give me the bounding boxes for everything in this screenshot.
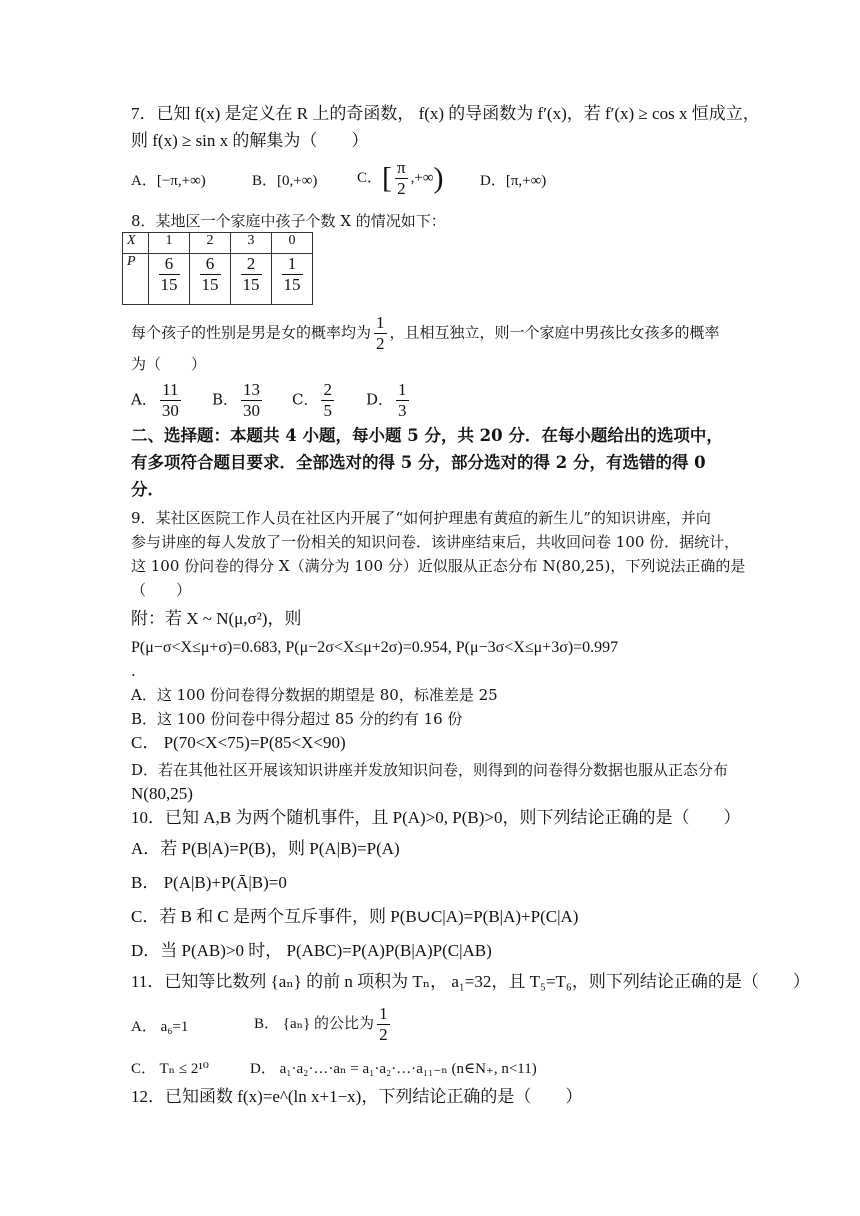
- table-cell: 1: [149, 233, 190, 254]
- q11-stem: 11．已知等比数列 {aₙ} 的前 n 项积为 Tₙ， a₁=32，且 T₅=T₆，则下列结论正确的是（ ）: [131, 972, 810, 991]
- option-label: A．: [131, 390, 157, 409]
- q7-option-c-tail: ,+∞: [410, 169, 434, 186]
- option-den: 30: [161, 401, 179, 420]
- q9-period: .: [131, 662, 136, 680]
- q7-option-b: B．[0,+∞): [252, 173, 318, 189]
- q9-line1: 9．某社区医院工作人员在社区内开展了“如何护理患有黄疸的新生儿”的知识讲座，并向: [131, 509, 711, 527]
- q8-text3: 为（ ）: [131, 355, 207, 373]
- q9-line3: 这 100 份问卷的得分 X（满分为 100 分）近似服从正态分布 N(80,25)，下列说法正确的是: [131, 557, 746, 575]
- q8-frac-den: 2: [376, 334, 385, 353]
- table-frac-num: 2: [241, 254, 262, 275]
- q8-option-c: [292, 380, 337, 421]
- table-head-p: P: [123, 254, 149, 305]
- table-frac-num: 6: [200, 254, 221, 275]
- q11-option-b-den: 2: [379, 1025, 388, 1044]
- q9-option-d-line2: N(80,25): [131, 784, 193, 803]
- q8-distribution-table: [122, 232, 313, 305]
- q7-line2: 则 f(x) ≥ sin x 的解集为（ ）: [131, 131, 369, 150]
- option-label: D．: [366, 390, 394, 409]
- q7-option-c: C．[ $\frac{\pi}{2}$ ,+∞): [357, 158, 444, 198]
- q7-option-a: A．[−π,+∞): [131, 173, 206, 189]
- table-frac-den: 15: [160, 275, 178, 294]
- q7-option-c-denominator: 2: [397, 179, 406, 198]
- q7-line1: 7．已知 f(x) 是定义在 R 上的奇函数， f(x) 的导函数为 f′(x)，若 f′(x) ≥ cos x 恒成立，: [131, 104, 760, 123]
- table-cell: 2: [190, 233, 231, 254]
- q8-option-b: [212, 380, 265, 421]
- table-cell: 0: [272, 233, 313, 254]
- q7-option-c-numerator: π: [397, 158, 406, 177]
- option-den: 5: [323, 401, 332, 420]
- option-label: C．: [292, 390, 319, 409]
- option-num: 1: [398, 380, 407, 399]
- q8-text2: ，且相互独立，则一个家庭中男孩比女孩多的概率: [389, 323, 720, 342]
- q9-probability-formula: P(μ−σ<X≤μ+σ)=0.683, P(μ−2σ<X≤μ+2σ)=0.954, P(μ−3σ<X≤μ+3σ)=0.997: [131, 639, 619, 656]
- q9-appendix: 附：若 X ~ N(μ,σ²)，则: [131, 609, 302, 628]
- section2-heading-line2: 有多项符合题目要求．全部选对的得 5 分，部分选对的得 2 分，有选错的得 0: [131, 453, 706, 472]
- section2-heading-line1: 二、选择题：本题共 4 小题，每小题 5 分，共 20 分．在每小题给出的选项中，: [131, 426, 723, 445]
- q11-option-b-num: 1: [379, 1004, 388, 1023]
- q8-option-d: [366, 380, 412, 421]
- option-label: B．: [212, 390, 239, 409]
- option-den: 30: [243, 401, 261, 420]
- q11-option-d: D． a₁·a₂·…·aₙ = a₁·a₂·…·a₁₁₋ₙ (n∈N₊, n<11): [250, 1061, 537, 1077]
- q9-option-b: B．这 100 份问卷中得分超过 85 分的约有 16 份: [131, 710, 463, 728]
- table-frac-num: 6: [159, 254, 180, 275]
- q12-stem: 12．已知函数 f(x)=e^(ln x+1−x)，下列结论正确的是（ ）: [131, 1087, 583, 1106]
- q7-option-c-label: C．: [357, 169, 383, 186]
- table-frac-den: 15: [283, 275, 301, 294]
- option-num: 11: [160, 380, 181, 401]
- option-num: 13: [243, 380, 261, 399]
- q8-frac-num: 1: [376, 313, 385, 332]
- section2-heading-line3: 分．: [131, 480, 164, 499]
- table-frac-num: 1: [282, 254, 303, 275]
- q11-option-c: C． Tₙ ≤ 2¹⁰: [131, 1061, 209, 1077]
- q8-stem: 8．某地区一个家庭中孩子个数 X 的情况如下：: [131, 212, 446, 230]
- q10-option-a: A．若 P(B|A)=P(B)，则 P(A|B)=P(A): [131, 839, 400, 858]
- q11-option-a: A． a₆=1: [131, 1019, 189, 1035]
- table-cell: 3: [231, 233, 272, 254]
- q10-option-d: D．当 P(AB)>0 时， P(ABC)=P(A)P(B|A)P(C|AB): [131, 941, 492, 960]
- q11-option-b-text: B． {aₙ} 的公比为: [254, 1015, 375, 1032]
- q8-option-a: [131, 380, 184, 421]
- q9-option-d-line1: D．若在其他社区开展该知识讲座并发放知识问卷，则得到的问卷得分数据也服从正态分布: [131, 761, 729, 779]
- q9-option-a: A．这 100 份问卷得分数据的期望是 80，标准差是 25: [131, 686, 498, 704]
- q8-text1: 每个孩子的性别是男是女的概率均为: [131, 323, 372, 342]
- q9-line4: （ ）: [131, 581, 192, 599]
- q8-text-line1: [131, 313, 720, 354]
- table-head-x: X: [123, 233, 149, 254]
- q11-option-b: [254, 1004, 393, 1045]
- q9-option-c: C． P(70<X<75)=P(85<X<90): [131, 733, 346, 752]
- q10-option-b: B． P(A|B)+P(Ā|B)=0: [131, 873, 287, 892]
- q10-stem: 10．已知 A,B 为两个随机事件，且 P(A)>0, P(B)>0，则下列结论正确的是（ ）: [131, 808, 741, 827]
- table-frac-den: 15: [242, 275, 260, 294]
- q9-line2: 参与讲座的每人发放了一份相关的知识问卷．该讲座结束后，共收回问卷 100 份．据统计，: [131, 533, 740, 551]
- option-den: 3: [398, 401, 407, 420]
- table-frac-den: 15: [201, 275, 219, 294]
- q7-option-d: D．[π,+∞): [480, 173, 547, 189]
- option-num: 2: [323, 380, 332, 399]
- q10-option-c: C．若 B 和 C 是两个互斥事件，则 P(B∪C|A)=P(B|A)+P(C|A): [131, 907, 579, 926]
